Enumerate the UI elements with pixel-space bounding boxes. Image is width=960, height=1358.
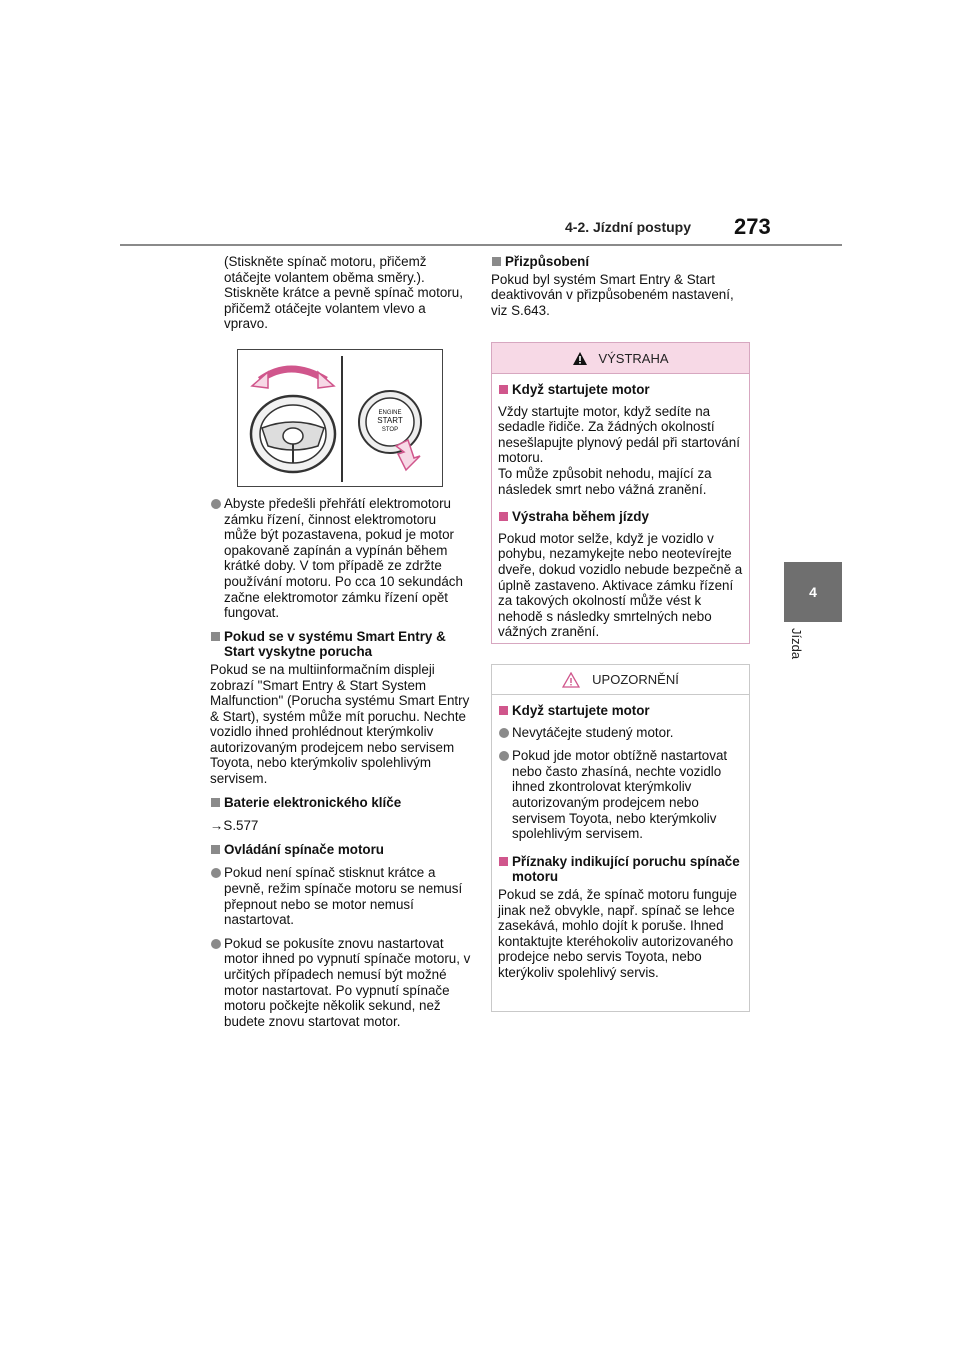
page-reference-link[interactable]: →S.577 xyxy=(210,818,259,834)
warning-box xyxy=(491,342,750,644)
chapter-title: Jízda xyxy=(789,628,804,660)
bullet-switch-2: Pokud se pokusíte znovu nastartovat motor ihned po vypnutí spínače motoru, v určitých případech nemusí být možné motor nastartovat. Po vypnutí spínače motoru počkejte několik sekund, než budete znovu startovat motor. xyxy=(210,936,472,1030)
steering-wheel-illustration xyxy=(238,350,444,488)
caution-heading-start: Když startujete motor xyxy=(498,703,743,719)
warning-body xyxy=(492,374,749,640)
text-malfunction: Pokud se na multiinformačním displeji zobrazí "Smart Entry & Start System Malfunction" (Porucha systému Smart Entry & Start), systém může mít poruchu. Nechte vozidlo ihned prohlédnout kterýmkoliv autorizovaným prodejcem nebo servisem Toyota, nebo kterýmkoliv spolehlivým servisem. xyxy=(210,661,470,787)
header-divider xyxy=(120,244,842,246)
right-column xyxy=(491,254,751,326)
caution-bullet-hard-start: Pokud jde motor obtížně nastartovat nebo často zhasíná, nechte vozidlo ihned zkontrolovat kterýmkoliv autorizovaným prodejcem nebo servisem Toyota, nebo kterýmkoliv spolehlivým servisem. xyxy=(498,748,743,842)
warning-text-driving: Pokud motor selže, když je vozidlo v pohybu, nezamykejte nebo neotevírejte dveře, dokud vozidlo nebude bezpečně a úplně zastaveno. Aktivace zámku řízení za takových okolností může vést k nehodě s následky smrtelných nebo vážných zranění. xyxy=(498,530,743,640)
caution-triangle-icon xyxy=(562,672,580,688)
button-label-1: ENGINE xyxy=(378,409,402,416)
warning-title: VÝSTRAHA xyxy=(598,350,669,366)
heading-battery: Baterie elektronického klíče xyxy=(210,795,472,811)
warning-heading-start: Když startujete motor xyxy=(498,382,743,398)
warning-header xyxy=(492,343,749,374)
caution-text-symptoms: Pokud se zdá, že spínač motoru funguje jinak než obvykle, např. spínač se lehce zasekává, mohlo dojít k poruše. Ihned kontaktujte kteréhokoliv autorizovaného prodejce nebo servis Toyota, nebo kterýkoliv spolehlivý servis. xyxy=(498,886,737,980)
text-customization: Pokud byl systém Smart Entry & Start deaktivován v přizpůsobeném nastavení, viz S.643. xyxy=(491,271,734,318)
caution-header xyxy=(492,665,749,695)
warning-heading-driving: Výstraha během jízdy xyxy=(498,509,743,525)
bullet-overheat: Abyste předešli přehřátí elektromotoru zámku řízení, činnost elektromotoru může být pozastavena, pokud je motor opakovaně zapínán a vypínán během krátké doby. V tom případě ze zdržte používání motoru. Po cca 10 sekundách začne elektromotor zámku řízení opět fungovat. xyxy=(210,496,472,621)
chapter-number: 4 xyxy=(809,584,817,600)
caution-title: UPOZORNĚNÍ xyxy=(592,672,679,687)
left-column xyxy=(210,254,472,1037)
button-label-3: STOP xyxy=(381,426,399,433)
section-title: 4-2. Jízdní postupy xyxy=(565,219,692,235)
button-label-2: START xyxy=(377,415,403,425)
caution-heading-symptoms: Příznaky indikující poruchu spínače motoru xyxy=(498,854,743,885)
bullet-switch-1: Pokud není spínač stisknut krátce a pevně, režim spínače motoru se nemusí přepnout nebo se motor nemusí nastartovat. xyxy=(210,865,472,927)
warning-triangle-icon xyxy=(572,351,588,366)
caution-bullet-cold: Nevytáčejte studený motor. xyxy=(498,725,743,741)
heading-malfunction: Pokud se v systému Smart Entry & Start vyskytne porucha xyxy=(210,629,472,660)
steering-start-figure xyxy=(237,349,443,487)
caution-box xyxy=(491,664,750,1012)
page-number: 273 xyxy=(734,214,771,239)
warning-text-start: Vždy startujte motor, když sedíte na sedadle řidiče. Za žádných okolností nesešlapujte plynový pedál při startování motoru. To může způsobit nehodu, mající za následek smrt nebo vážná zranění. xyxy=(498,403,740,497)
heading-switch: Ovládání spínače motoru xyxy=(210,842,472,858)
caution-body xyxy=(492,695,749,981)
chapter-tab[interactable] xyxy=(784,562,842,622)
heading-customization: Přizpůsobení xyxy=(491,254,751,270)
intro-text: (Stiskněte spínač motoru, přičemž otáčejte volantem oběma směry.). Stiskněte krátce a pevně spínač motoru, přičemž otáčejte volantem vlevo a vpravo. xyxy=(224,254,463,332)
